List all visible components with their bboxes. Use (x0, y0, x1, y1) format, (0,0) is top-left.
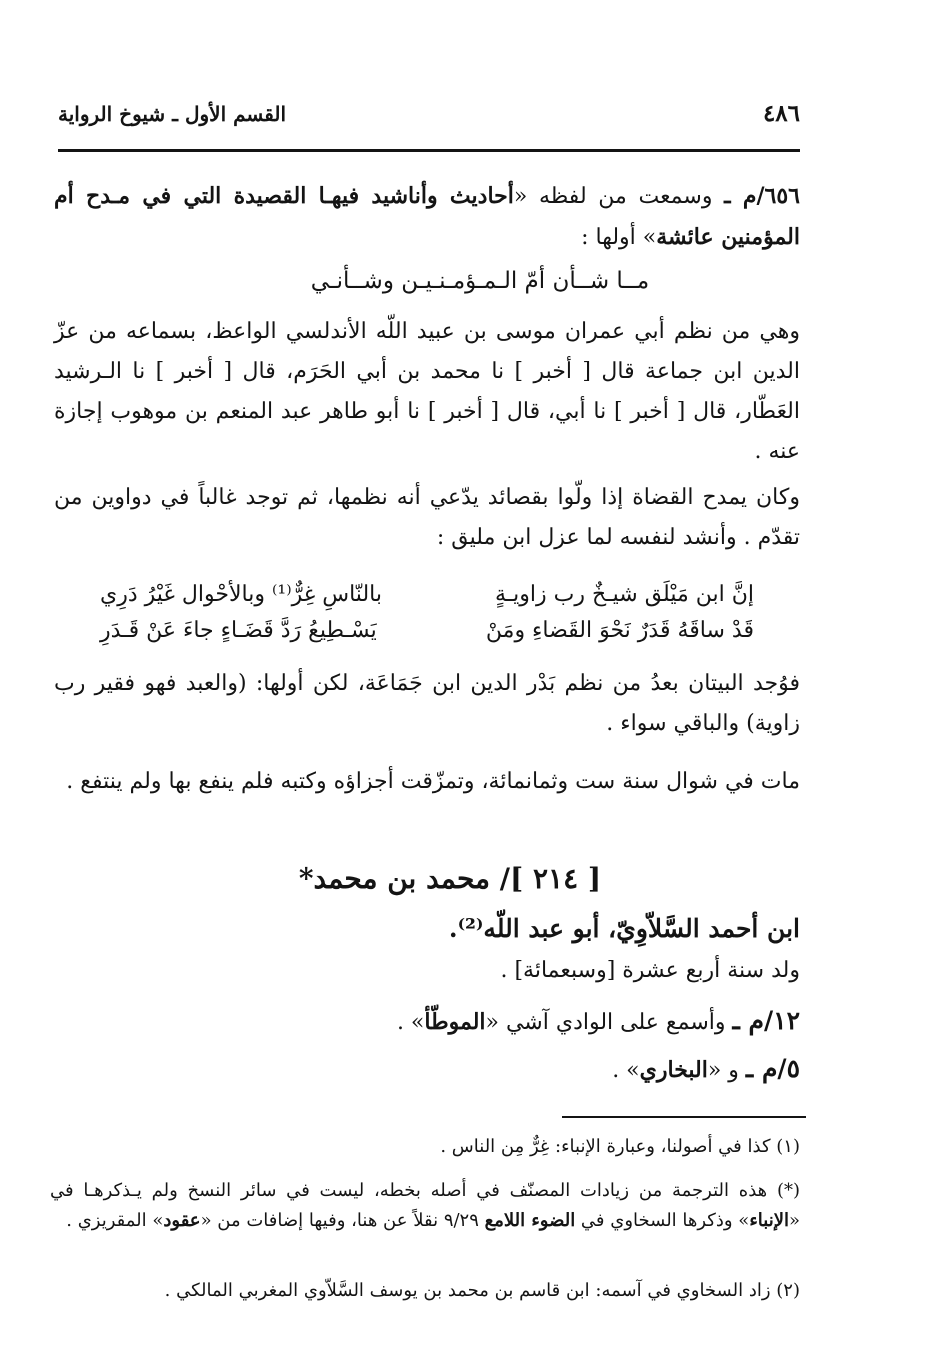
footnote-1 (50, 1132, 800, 1162)
entry-item-number: ١٢/م ـ (732, 1006, 800, 1035)
poem-verse-2 (100, 618, 800, 652)
footnote-text: » المقريزي . (66, 1210, 164, 1231)
paragraph-death: مات في شوال سنة ست وثمانمائة، وتمزّقت أجزاؤه وكتبه فلم ينفع بها ولم ينتفع . (66, 769, 800, 794)
second-hemistich: بالنّاسِ غِرٌّ⁽¹⁾ وبالأحْوال غَيْرُ دَرِي (100, 582, 382, 607)
first-hemistich: قَدْ ساقَهُ قَدَرٌ نَحْوَ القَضاءِ ومَنْ (485, 618, 754, 643)
section-title: القسم الأول ـ شيوخ الرواية (58, 102, 287, 126)
footnote-text: كذا في أصولنا، وعبارة الإنباء: غِرٌّ مِن الناس . (440, 1136, 771, 1157)
header-divider (58, 149, 800, 152)
footnote-star (50, 1176, 800, 1236)
book-title: عقود (163, 1210, 201, 1231)
entry-number: ٦٥٦/م ـ (724, 183, 800, 209)
paragraph-text: » أولها : (581, 225, 657, 250)
footnote-text: ٩/٢٩ نقلاً عن هنا، وفيها إضافات من « (200, 1210, 485, 1231)
paragraph-text: وسمعت من لفظه « (513, 184, 713, 209)
book-title: أحاديث وأناشيد فيهـا القصيدة التي في مـدح أم المؤمنين عائشة (54, 183, 800, 250)
entry-item-text: و « (707, 1058, 739, 1083)
footnote-marker: (٢) (776, 1280, 800, 1301)
book-title: الإنباء (749, 1210, 789, 1231)
entry-item-number: ٥/م ـ (745, 1054, 800, 1083)
entry-item-text: » . (396, 1010, 425, 1035)
paragraph-praise: وكان يمدح القضاة إذا ولّوا بقصائد يدّعي أنه نظمها، ثم توجد غالباً في دواوين من تقدّم . وأنشد لنفسه لما عزل ابن مليق : (54, 485, 800, 550)
biography-lineage: ابن أحمد السَّلاّوِيّ، أبو عبد اللّه⁽²⁾. (448, 914, 800, 943)
entry-item-12 (140, 1006, 800, 1035)
poem-verse-1 (100, 582, 800, 616)
verse-line: مــا شــأن أمّ الـمـؤمـنـيـن وشــأنـي (310, 268, 650, 294)
book-title: الضوء اللامع (484, 1210, 576, 1231)
footnote-text: هذه الترجمة من زيادات المصنّف في أصله بخطه، ليست في سائر النسخ ولم يـذكرهـا في « (50, 1180, 800, 1231)
paragraph-chain: وهي من نظم أبي عمران موسى بن عبيد اللّه الأندلسي الواعظ، بسماعه من عزّ الدين ابن جماعة قال [ أخبر ] نا محمد بن أبي الحَرَم، قال [ أخبر ] نا الـرشيد العَطّار، قال [ أخبر ] نا أبي، قال [ أخبر ] نا أبو طاهر عبد المنعم بن موهوب إجازة عنه . (54, 319, 800, 464)
entry-item-5 (140, 1054, 800, 1083)
entry-item-text: وأسمع على الوادي آشي « (485, 1010, 726, 1035)
biography-heading: [ ٢١٤ ]/ محمد بن محمد* (298, 862, 602, 895)
second-hemistich: يَسْـطِيعُ رَدَّ قَضَـاءٍ جاءَ عَنْ قَـدَرِ (100, 618, 377, 643)
book-title: البخاري (639, 1057, 708, 1083)
first-hemistich: إنَّ ابن مَيْلَق شيـخٌ رب زاويـةٍ (494, 582, 754, 607)
running-header (58, 100, 800, 136)
footnote-divider (562, 1116, 806, 1118)
entry-item-text: » . (612, 1058, 640, 1083)
paragraph-hadith-656 (54, 176, 800, 258)
page-number: ٤٨٦ (762, 100, 800, 127)
footnote-2 (50, 1276, 800, 1306)
footnote-marker: (١) (776, 1136, 800, 1157)
book-title: الموطّأ (424, 1009, 486, 1035)
footnote-text: زاد السخاوي في آسمه: ابن قاسم بن محمد بن يوسف السَّلاّوي المغربي المالكي . (164, 1280, 771, 1301)
footnote-text: » وذكرها السخاوي في (575, 1210, 750, 1231)
birth-note: ولد سنة أربع عشرة [وسبعمائة] . (500, 958, 800, 983)
paragraph-attribution: فوُجد البيتان بعدُ من نظم بَدْر الدين ابن جَمَاعَة، لكن أولها: (والعبد فهو فقير رب زاوية) والباقي سواء . (54, 671, 800, 736)
footnote-marker: (*) (776, 1180, 800, 1201)
